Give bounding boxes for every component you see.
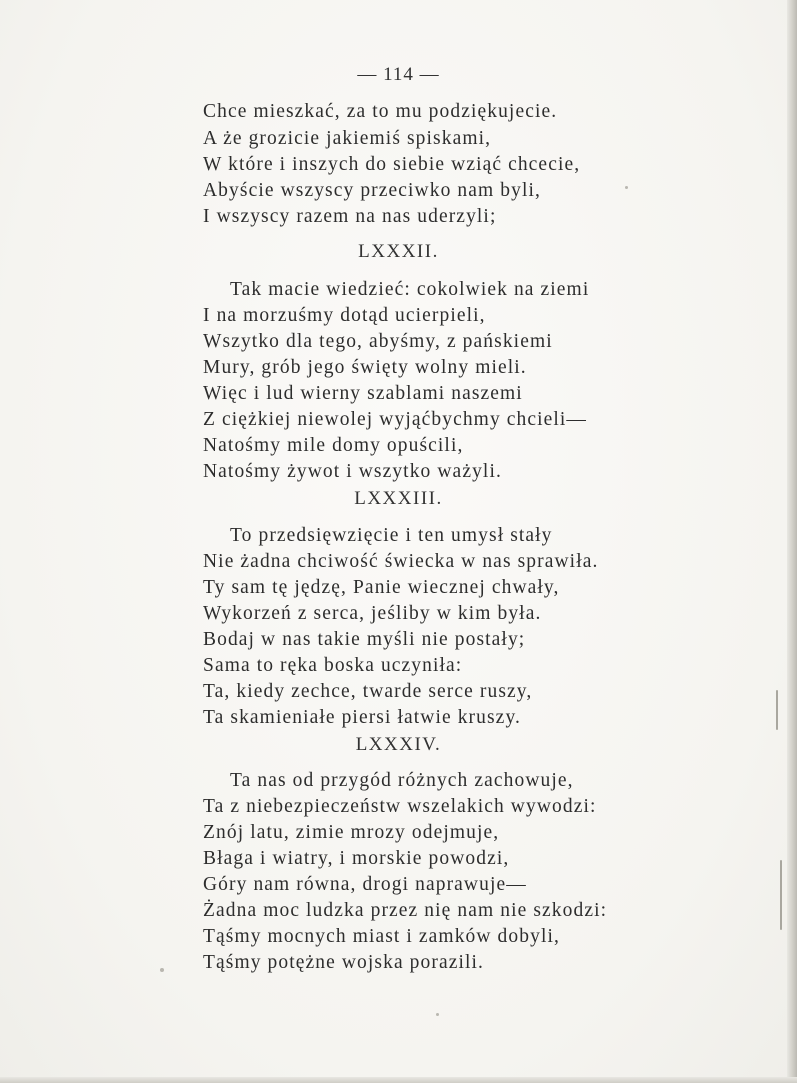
verse-line: Chce mieszkać, za to mu podziękujecie. [203,101,558,122]
verse-line: Ta skamieniałe piersi łatwie kruszy. [203,707,521,728]
verse-line: Sama to ręka boska uczyniła: [203,655,463,676]
verse-line: W które i inszych do siebie wziąć chcecie, [203,154,581,175]
verse-line: Ty sam tę jędzę, Panie wiecznej chwały, [203,577,560,598]
verse-line: Ta nas od przygód różnych zachowuje, [230,770,574,791]
verse-line: Natośmy żywot i wszytko ważyli. [203,461,502,482]
paper-mark [776,690,778,730]
stanza-heading: LXXXII. [358,241,439,262]
paper-speck [436,1013,439,1016]
verse-line: Tąśmy potężne wojska porazili. [203,952,485,973]
paper-mark [780,860,782,930]
verse-line: Żadna moc ludzka przez nię nam nie szkodzi: [203,900,608,921]
verse-line: Ta, kiedy zechce, twarde serce ruszy, [203,681,533,702]
verse-line: Tąśmy mocnych miast i zamków dobyli, [203,926,560,947]
verse-line: To przedsięwzięcie i ten umysł stały [230,525,553,546]
verse-line: Mury, grób jego święty wolny mieli. [203,357,527,378]
verse-line: Więc i lud wierny szablami naszemi [203,383,523,404]
verse-line: I na morzuśmy dotąd ucierpieli, [203,305,486,326]
verse-line: I wszyscy razem na nas uderzyli; [203,206,497,227]
verse-line: Błaga i wiatry, i morskie powodzi, [203,848,510,869]
verse-line: Góry nam równa, drogi naprawuje— [203,874,527,895]
verse-line: Wszytko dla tego, abyśmy, z pańskiemi [203,331,553,352]
page-edge-right [787,0,797,1083]
verse-line: Znój latu, zimie mrozy odejmuje, [203,822,500,843]
verse-line: Abyście wszyscy przeciwko nam byli, [203,180,541,201]
verse-line: Tak macie wiedzieć: cokolwiek na ziemi [230,279,590,300]
page-number: — 114 — [357,64,440,85]
verse-line: Nie żadna chciwość świecka w nas sprawiła. [203,551,599,572]
verse-line: Bodaj w nas takie myśli nie postały; [203,629,526,650]
page-edge-bottom [0,1077,797,1083]
verse-line: A że grozicie jakiemiś spiskami, [203,128,492,149]
verse-line: Ta z niebezpieczeństw wszelakich wywodzi: [203,796,597,817]
paper-speck [625,186,628,189]
verse-line: Z ciężkiej niewolej wyjąćbychmy chcieli— [203,409,588,430]
verse-line: Wykorzeń z serca, jeśliby w kim była. [203,603,542,624]
stanza-heading: LXXXIII. [354,488,443,509]
paper-speck [160,968,164,972]
stanza-heading: LXXXIV. [355,734,442,755]
verse-line: Natośmy mile domy opuścili, [203,435,464,456]
